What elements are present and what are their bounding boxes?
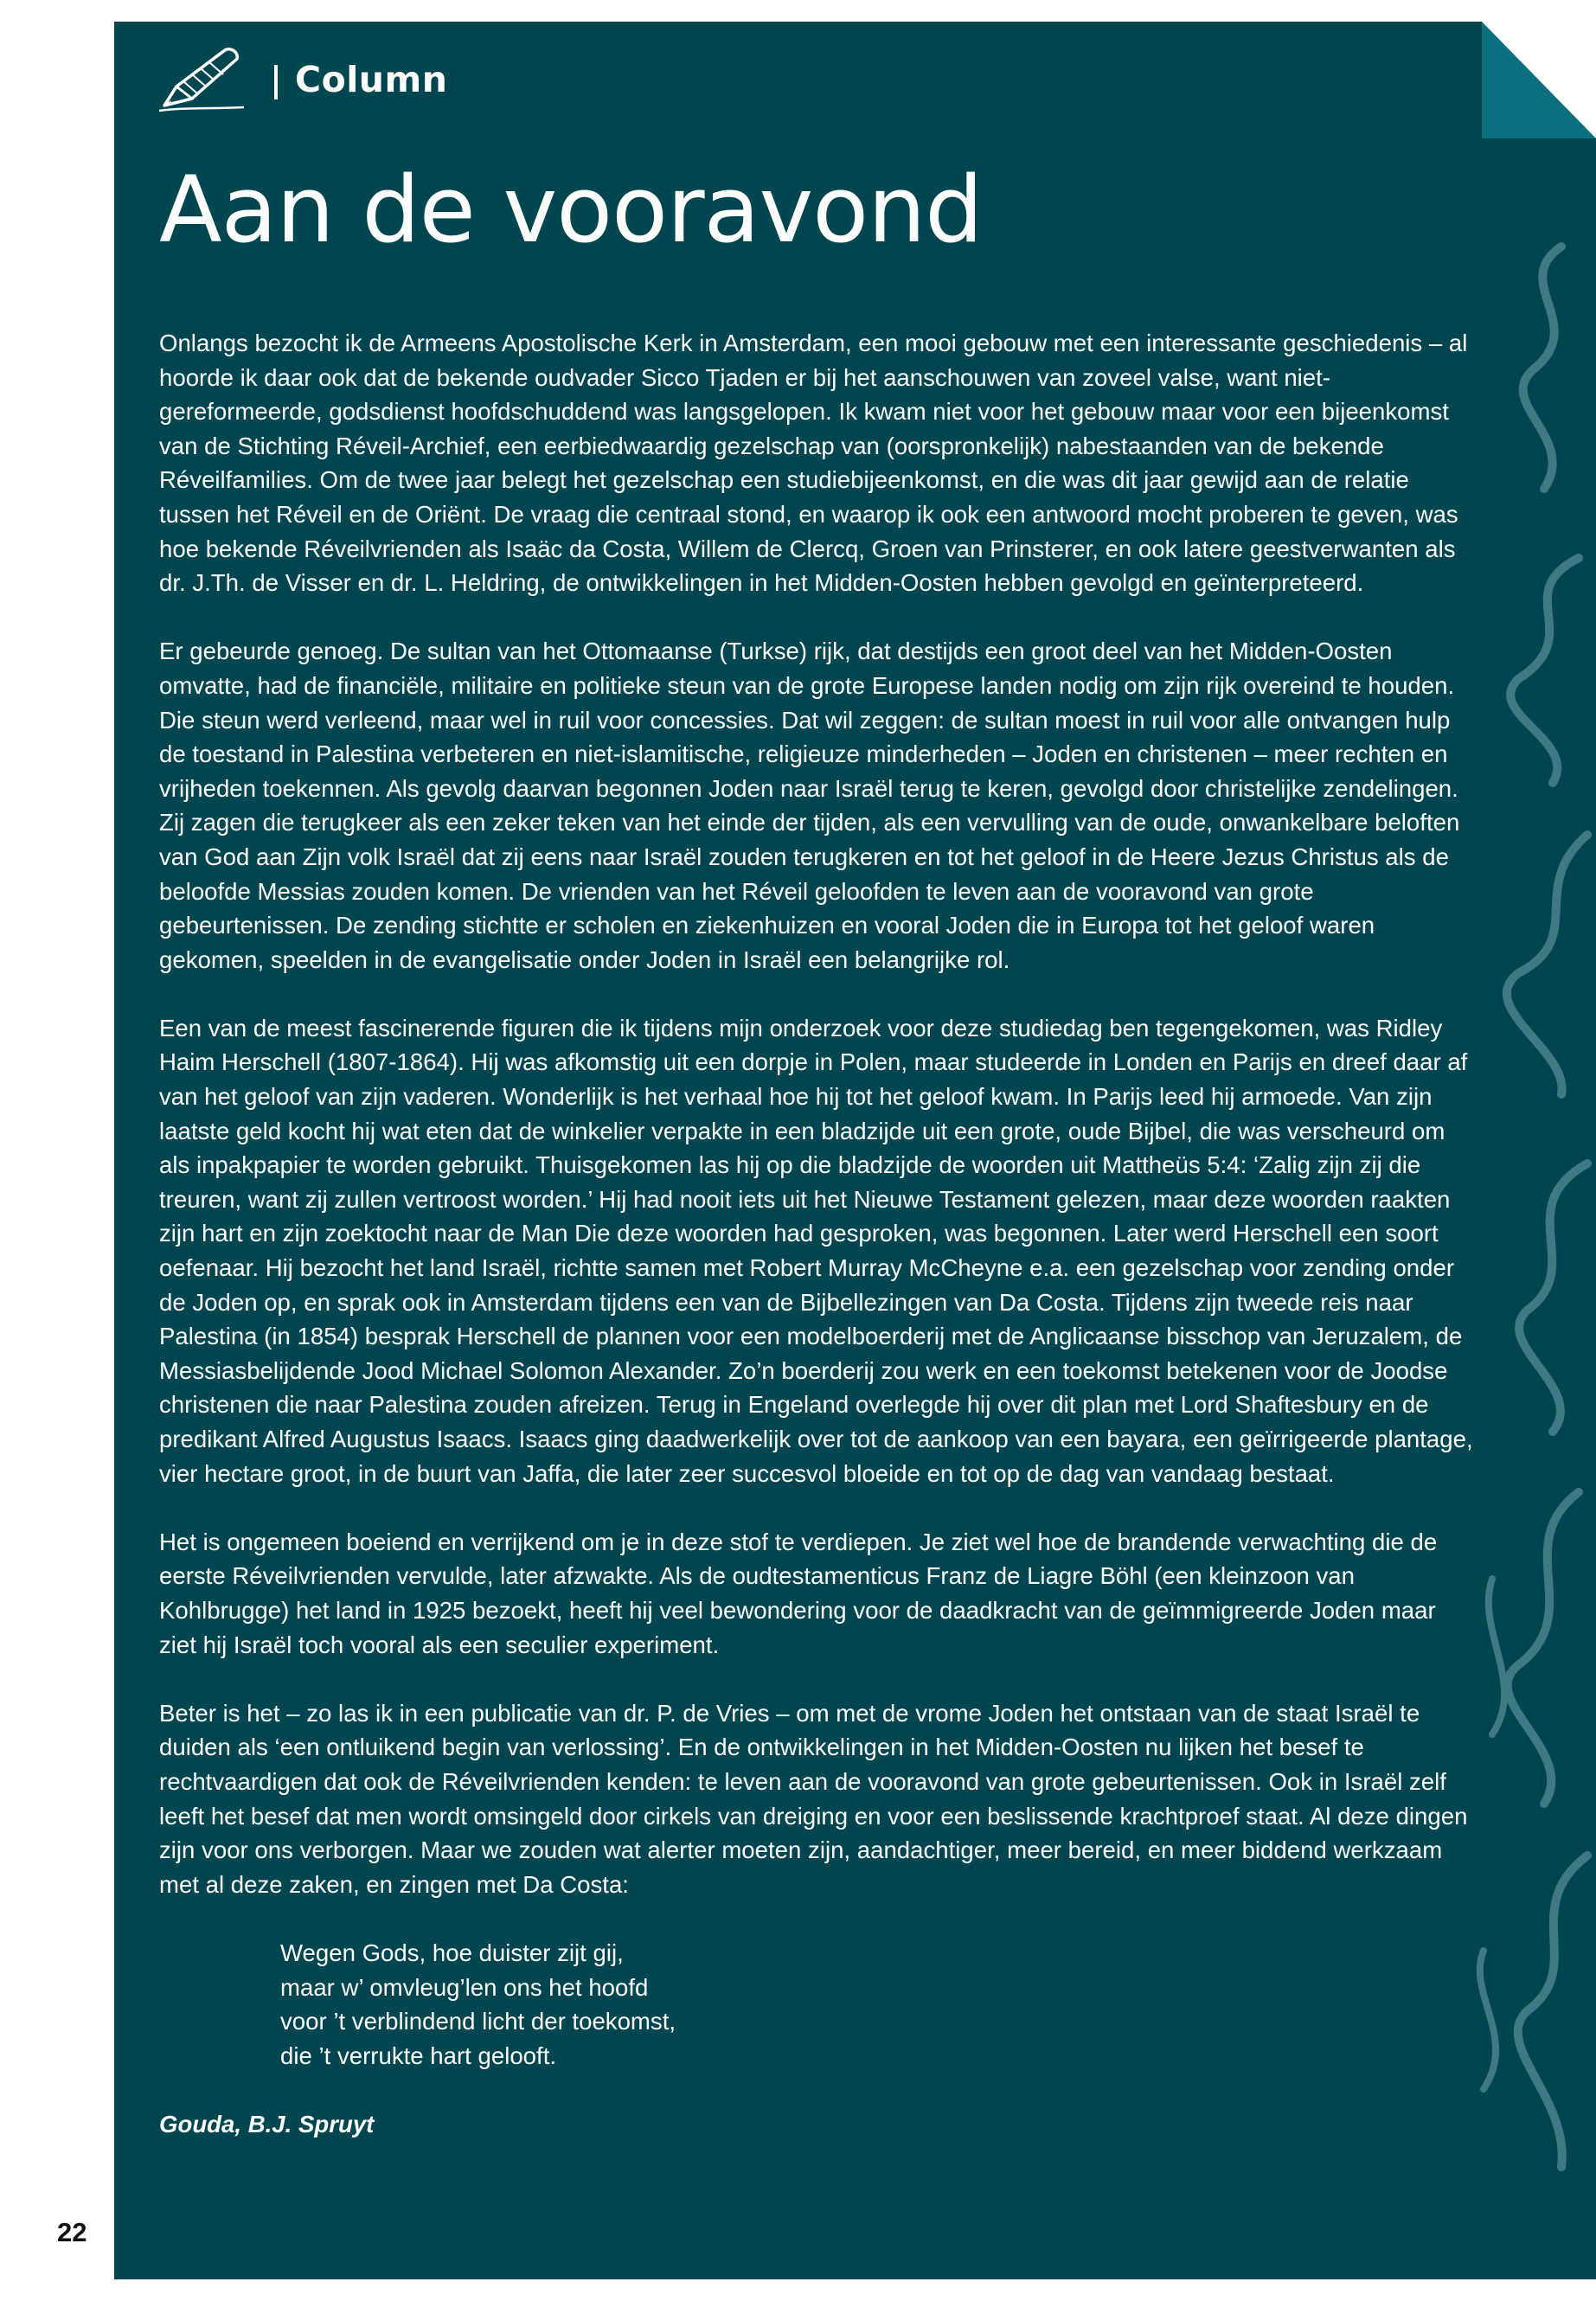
column-header (157, 41, 447, 119)
poem-quote (280, 1936, 1478, 2073)
paragraph: Onlangs bezocht ik de Armeens Apostolische Kerk in Amsterdam, een mooi gebouw met een interessante geschiedenis – al hoorde ik daar ook dat de bekende oudvader Sicco Tjaden er bij het aanschouwen van zoveel valse, want niet-gereformeerde, godsdienst hoofdschuddend was langsgelopen. Ik kwam niet voor het gebouw maar voor een bijeenkomst van de Stichting Réveil-Archief, een eerbiedwaardig gezelschap van (oorspronkelijk) nabestaanden van de bekende Réveilfamilies. Om de twee jaar belegt het gezelschap een studiebijeenkomst, en die was dit jaar gewijd aan de relatie tussen het Réveil en de Oriënt. De vraag die centraal stond, en waarop ik ook een antwoord mocht proberen te geven, was hoe bekende Réveilvrienden als Isaäc da Costa, Willem de Clercq, Groen van Prinsterer, en ook latere geestverwanten als dr. J.Th. de Visser en dr. L. Heldring, de ontwikkelingen in het Midden-Oosten hebben gevolgd en geïnterpreteerd. (159, 330, 1468, 597)
pen-icon (157, 45, 248, 114)
section-label-text: Column (295, 59, 448, 100)
author-signature: Gouda, B.J. Spruyt (159, 2110, 375, 2138)
paragraph: Een van de meest fascinerende figuren die ik tijdens mijn onderzoek voor deze studiedag ben tegengekomen, was Ridley Haim Herschell (1807-1864). Hij was afkomstig uit een dorpje in Polen, maar studeerde in Londen en Parijs en dreef daar af van het geloof van zijn vaderen. Wonderlijk is het verhaal hoe hij tot het geloof kwam. In Parijs leed hij armoede. Van zijn laatste geld kocht hij wat eten dat de winkelier verpakte in een bladzijde uit een grote, oude Bijbel, die was verscheurd om als inpakpapier te worden gebruikt. Thuisgekomen las hij op die bladzijde de woorden uit Mattheüs 5:4: ‘Zalig zijn zij die treuren, want zij zullen vertroost worden.’ Hij had nooit iets uit het Nieuwe Testament gelezen, maar deze woorden raakten zijn hart en zijn zoektocht naar de Man Die deze woorden had gesproken, was begonnen. Later werd Herschell een soort oefenaar. Hij bezocht het land Israël, richtte samen met Robert Murray McCheyne e.a. een gezelschap voor zending onder de Joden op, en sprak ook in Amsterdam tijdens een van de Bijbellezingen van Da Costa. Tijdens zijn tweede reis naar Palestina (in 1854) besprak Herschell de plannen voor een modelboerderij met de Anglicaanse bisschop van Jeruzalem, de Messiasbelijdende Jood Michael Solomon Alexander. Zo’n boerderij zou werk en een toekomst betekenen voor de Joodse christenen die naar Palestina zouden afreizen. Terug in Engeland overlegde hij over dit plan met Lord Shaftesbury en de predikant Alfred Augustus Isaacs. Isaacs ging daadwerkelijk over tot de aankoop van een bayara, een geïrrigeerde plantage, vier hectare groot, in de buurt van Jaffa, die later zeer succesvol bloeide en tot op de dag van vandaag bestaat. (159, 1014, 1473, 1487)
column-panel (114, 22, 1596, 2279)
paragraph: Het is ongemeen boeiend en verrijkend om je in deze stof te verdiepen. Je ziet wel hoe de brandende verwachting die de eerste Réveilvrienden vervulde, later afzwakte. Als de oudtestamenticus Franz de Liagre Böhl (een kleinzoon van Kohlbrugge) het land in 1925 bezoekt, heeft hij veel bewondering voor de daadkracht van de geïmmigreerde Joden maar ziet hij Israël toch vooral als een seculier experiment. (159, 1528, 1438, 1658)
page-fold-corner (1482, 22, 1596, 138)
poem-line: Wegen Gods, hoe duister zijt gij, (280, 1939, 624, 1966)
article-body (159, 326, 1478, 2176)
paragraph: Beter is het – zo las ik in een publicatie van dr. P. de Vries – om met de vrome Joden het ontstaan van de staat Israël te duiden als ‘een ontluikend begin van verlossing’. En de ontwikkelingen in het Midden-Oosten nu lijken het besef te rechtvaardigen dat ook de Réveilvrienden kenden: te leven aan de vooravond van grote gebeurtenissen. Ook in Israël zelf leeft het besef dat men wordt omsingeld door cirkels van dreiging en voor een beslissende krachtproef staat. Al deze dingen zijn voor ons verborgen. Maar we zouden wat alerter moeten zijn, aandachtiger, meer bereid, en meer biddend werkzaam met al deze zaken, en zingen met Da Costa: (159, 1699, 1468, 1898)
script-decoration (1458, 229, 1596, 2202)
poem-line: voor ’t verblindend licht der toekomst, (280, 2008, 676, 2035)
page-number: 22 (57, 2217, 87, 2247)
header-divider (274, 65, 278, 99)
paragraph: Er gebeurde genoeg. De sultan van het Ottomaanse (Turkse) rijk, dat destijds een groot deel van het Midden-Oosten omvatte, had de financiële, militaire en politieke steun van de grote Europese landen nodig om zijn rijk overeind te houden. Die steun werd verleend, maar wel in ruil voor concessies. Dat wil zeggen: de sultan moest in ruil voor alle ontvangen hulp de toestand in Palestina verbeteren en niet-islamitische, religieuze minderheden – Joden en christenen – meer rechten en vrijheden toekennen. Als gevolg daarvan begonnen Joden naar Israël terug te keren, gevolgd door christelijke zendelingen. Zij zagen die terugkeer als een zeker teken van het einde der tijden, als een vervulling van de oude, onwankelbare beloften van God aan Zijn volk Israël dat zij eens naar Israël zouden terugkeren en tot het geloof in de Heere Jezus Christus als de beloofde Messias zouden komen. De vrienden van het Réveil geloofden te leven aan de vooravond van grote gebeurtenissen. De zending stichtte er scholen en ziekenhuizen en vooral Joden die in Europa tot het geloof waren gekomen, speelden in de evangelisatie onder Joden in Israël een belangrijke rol. (159, 638, 1460, 973)
poem-line: die ’t verrukte hart gelooft. (280, 2041, 557, 2069)
poem-line: maar w’ omvleug’len ons het hoofd (280, 1973, 649, 2001)
section-label (274, 59, 447, 100)
article-title: Aan de vooravond (159, 157, 983, 263)
